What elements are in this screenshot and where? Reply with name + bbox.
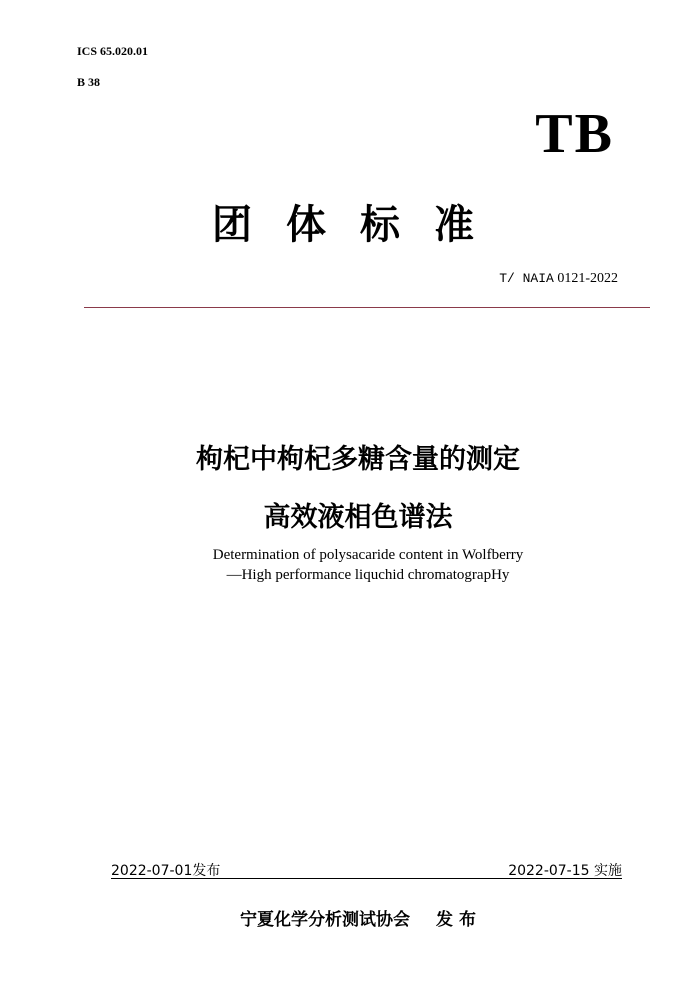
standard-number-prefix: T/ NAIA [499,271,554,286]
issue-date: 2022-07-01发布 [111,863,221,879]
title-chinese-line2: 高效液相色谱法 [263,502,453,533]
date-row [111,860,622,879]
issuer-action: 发 布 [436,910,476,930]
title-chinese-line1: 枸杞中枸杞多糖含量的测定 [196,444,520,475]
header-divider [84,307,650,308]
standard-mark: TB [535,103,614,165]
issuer-name: 宁夏化学分析测试协会 [240,910,411,930]
issuer-line [8,905,700,930]
ccs-code: B 38 [77,75,101,89]
ics-code: ICS 65.020.01 [77,44,149,58]
implementation-date: 2022-07-15 实施 [508,863,622,879]
title-english-line2: —High performance liquchid chromatograpHy [226,567,510,583]
standard-type-heading: 团体标准 [212,202,508,248]
standard-number-value: 0121-2022 [557,271,618,286]
title-english-line1: Determination of polysacaride content in Wolfberry [212,547,524,563]
standard-number [499,271,618,287]
